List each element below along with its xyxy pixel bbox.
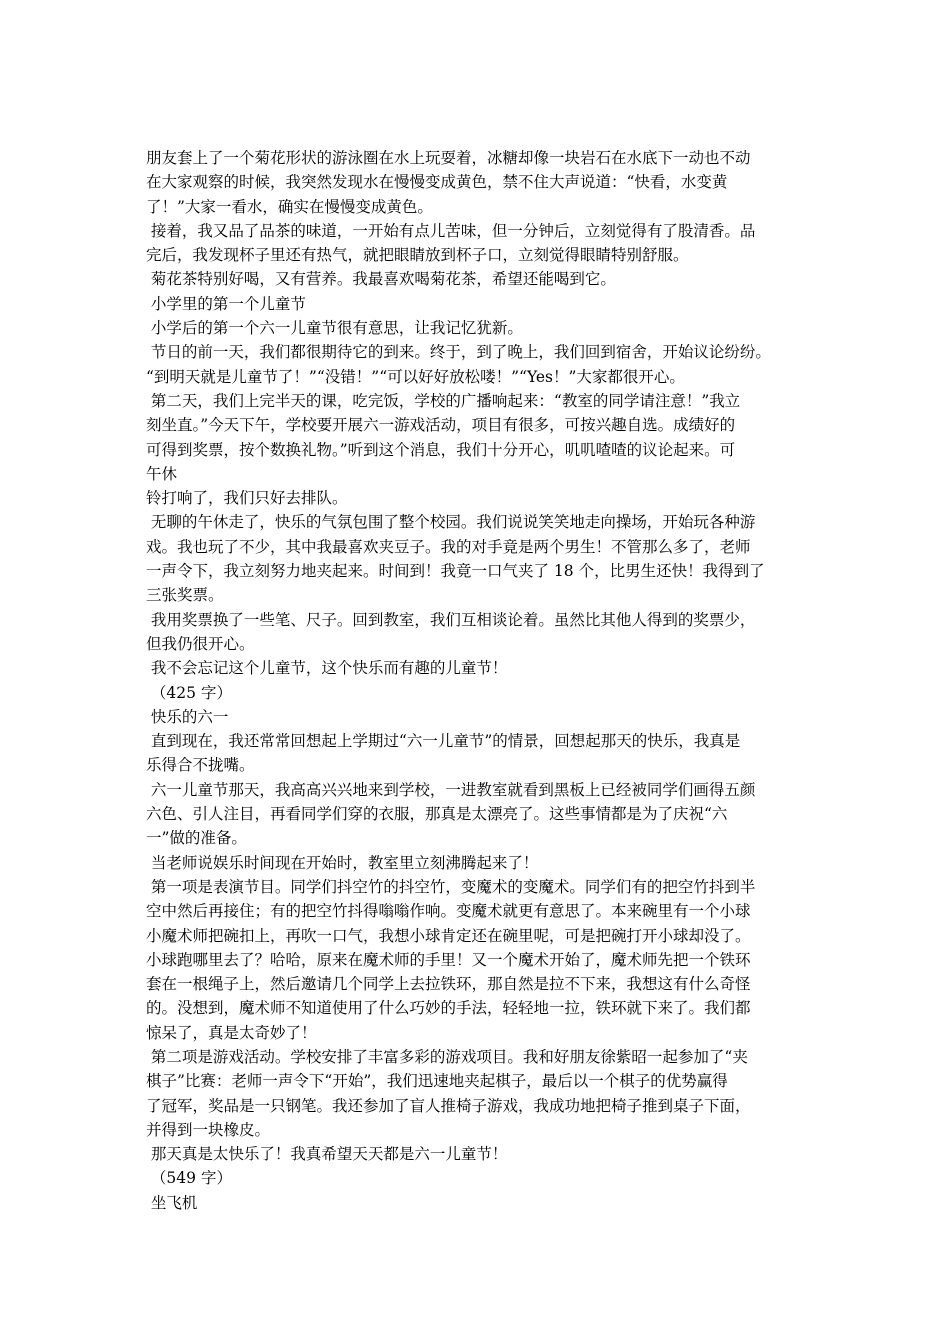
text-line: 一”做的准备。 xyxy=(146,829,247,848)
text-line: 六色、引人注目，再看同学们穿的衣服，那真是太漂亮了。这些事情都是为了庆祝“六 xyxy=(146,805,728,824)
text-line: 一声令下，我立刻努力地夹起来。时间到！我竟一口气夹了 18 个，比男生还快！我得到了 xyxy=(146,562,765,581)
text-line: 第一项是表演节目。同学们抖空竹的抖空竹，变魔术的变魔术。同学们有的把空竹抖到半 xyxy=(146,877,756,896)
text-line: 并得到一块橡皮。 xyxy=(146,1120,271,1139)
text-line: 了冠军，奖品是一只钢笔。我还参加了盲人推椅子游戏，我成功地把椅子推到桌子下面， xyxy=(146,1096,751,1115)
text-line: 第二项是游戏活动。学校安排了丰富多彩的游戏项目。我和好朋友徐紫昭一起参加了“夹 xyxy=(146,1047,748,1066)
text-line: 节日的前一天，我们都很期待它的到来。终于，到了晚上，我们回到宿舍，开始议论纷纷。 xyxy=(146,343,771,362)
text-line: 朋友套上了一个菊花形状的游泳圈在水上玩耍着，冰糖却像一块岩石在水底下一动也不动 xyxy=(146,149,751,167)
text-line: 那天真是太快乐了！我真希望天天都是六一儿童节！ xyxy=(146,1145,508,1164)
text-line: 棋子”比赛：老师一声令下“开始”，我们迅速地夹起棋子，最后以一个棋子的优势赢得 xyxy=(146,1072,728,1091)
text-line: （425 字） xyxy=(146,683,232,702)
text-line: 空中然后再接住；有的把空竹抖得嗡嗡作响。变魔术就更有意思了。本来碗里有一个小球 xyxy=(146,902,751,921)
text-line: 小学里的第一个儿童节 xyxy=(146,294,306,313)
text-line: 当老师说娱乐时间现在开始时，教室里立刻沸腾起来了！ xyxy=(146,853,539,872)
text-line: 可得到奖票，按个数换礼物。”听到这个消息，我们十分开心，叽叽喳喳的议论起来。可 xyxy=(146,440,736,459)
text-line: 菊花茶特别好喝，又有营养。我最喜欢喝菊花茶，希望还能喝到它。 xyxy=(146,270,616,289)
text-line: 在大家观察的时候，我突然发现水在慢慢变成黄色，禁不住大声说道：“快看，水变黄 xyxy=(146,173,728,192)
text-line: 小学后的第一个六一儿童节很有意思，让我记忆犹新。 xyxy=(146,319,523,338)
text-line: 坐飞机 xyxy=(146,1193,198,1212)
text-line: 小魔术师把碗扣上，再吹一口气，我想小球肯定还在碗里呢，可是把碗打开小球却没了。 xyxy=(146,926,751,945)
text-line: （549 字） xyxy=(146,1169,232,1188)
text-line: 直到现在，我还常常回想起上学期过“六一儿童节”的情景，回想起那天的快乐，我真是 xyxy=(146,732,741,751)
text-line: 惊呆了，真是太奇妙了！ xyxy=(146,1023,317,1042)
text-line: 乐得合不拢嘴。 xyxy=(146,756,255,775)
text-line: 铃打响了，我们只好去排队。 xyxy=(146,489,348,508)
text-line: 第二天，我们上完半天的课，吃完饭，学校的广播响起来：“教室的同学请注意！”我立 xyxy=(146,391,741,410)
text-line: “到明天就是儿童节了！”“没错！”“可以好好放松喽！”“Yes！”大家都很开心。 xyxy=(146,367,685,386)
text-line: 但我仍很开心。 xyxy=(146,634,255,653)
text-line: 六一儿童节那天，我高高兴兴地来到学校，一进教室就看到黑板上已经被同学们画得五颜 xyxy=(146,780,756,799)
text-line: 无聊的午休走了，快乐的气氛包围了整个校园。我们说说笑笑地走向操场，开始玩各种游 xyxy=(146,513,756,532)
text-line: 的。没想到，魔术师不知道使用了什么巧妙的手法，轻轻地一拉，铁环就下来了。我们都 xyxy=(146,999,751,1018)
text-line: 了！”大家一看水，确实在慢慢变成黄色。 xyxy=(146,197,433,216)
text-line: 三张奖票。 xyxy=(146,586,224,605)
text-line: 完后，我发现杯子里还有热气，就把眼睛放到杯子口，立刻觉得眼睛特别舒服。 xyxy=(146,246,689,265)
text-line: 我用奖票换了一些笔、尺子。回到教室，我们互相谈论着。虽然比其他人得到的奖票少， xyxy=(146,610,756,629)
text-line: 套在一根绳子上，然后邀请几个同学上去拉铁环，那自然是拉不下来，我想这有什么奇怪 xyxy=(146,975,751,994)
text-line: 小球跑哪里去了？哈哈，原来在魔术师的手里！又一个魔术开始了，魔术师先把一个铁环 xyxy=(146,950,751,969)
text-line: 我不会忘记这个儿童节，这个快乐而有趣的儿童节！ xyxy=(146,659,508,678)
text-line: 接着，我又品了品茶的味道，一开始有点儿苦味，但一分钟后，立刻觉得有了股清香。品 xyxy=(146,221,756,240)
text-line: 戏。我也玩了不少，其中我最喜欢夹豆子。我的对手竟是两个男生！不管那么多了，老师 xyxy=(146,537,751,556)
document-body xyxy=(146,146,816,1215)
text-line: 快乐的六一 xyxy=(146,707,229,726)
text-line: 午休 xyxy=(146,464,178,483)
text-line: 刻坐直。”今天下午，学校要开展六一游戏活动，项目有很多，可按兴趣自选。成绩好的 xyxy=(146,416,736,435)
